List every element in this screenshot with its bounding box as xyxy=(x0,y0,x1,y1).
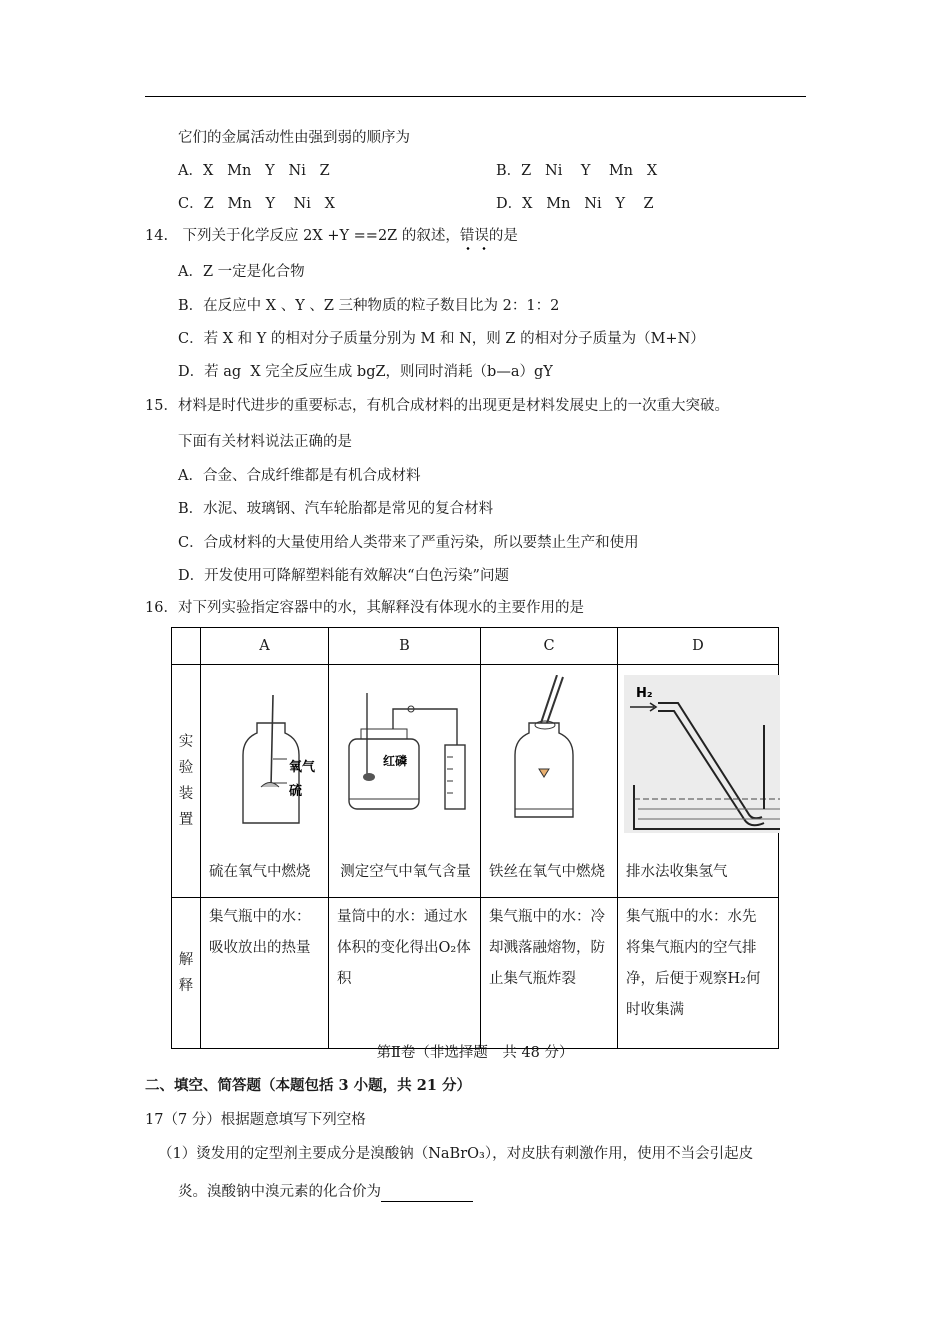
explain-b: 量筒中的水：通过水体积的变化得出O₂体积 xyxy=(329,898,481,1049)
q14-option-b: B．在反应中 X 、Y 、Z 三种物质的粒子数目比为 2：1：2 xyxy=(178,298,560,314)
row-label-explain: 解释 xyxy=(172,898,201,1049)
figure-label-h2: H₂ xyxy=(636,686,653,701)
q13-option-d: D．X Mn Ni Y Z xyxy=(496,196,654,212)
header-rule xyxy=(145,96,806,97)
q15-option-a: A．合金、合成纤维都是有机合成材料 xyxy=(178,468,421,484)
q17-1-line1: （1）烫发用的定型剂主要成分是溴酸钠（NaBrO₃），对皮肤有刺激作用，使用不当会引起皮 xyxy=(158,1146,754,1162)
hydrogen-collection-figure xyxy=(624,675,780,835)
column-header-a: A xyxy=(201,628,329,665)
oxygen-measurement-figure xyxy=(335,675,475,825)
q15-stem-line1: 15．材料是时代进步的重要标志，有机合成材料的出现更是材料发展史上的一次重大突破。 xyxy=(145,398,729,414)
column-header-b: B xyxy=(329,628,481,665)
caption-b: 测定空气中氧气含量 xyxy=(340,864,471,880)
q14-option-d: D．若 ag X 完全反应生成 bgZ，则同时消耗（b—a）gY xyxy=(178,364,553,380)
figure-label-oxygen: 氧气 xyxy=(289,760,316,775)
q15-option-d: D．开发使用可降解塑料能有效解决“白色污染”问题 xyxy=(178,568,509,584)
q15-option-b: B．水泥、玻璃钢、汽车轮胎都是常见的复合材料 xyxy=(178,501,494,517)
caption-d: 排水法收集氢气 xyxy=(626,864,728,880)
q16-experiment-table xyxy=(171,627,779,1049)
cell-d-device xyxy=(618,665,779,898)
q13-option-c: C．Z Mn Y Ni X xyxy=(178,196,335,212)
q14-stem-emphasis: 错误 xyxy=(459,228,489,244)
table-header-row xyxy=(172,628,779,665)
answer-blank[interactable] xyxy=(381,1185,473,1202)
column-header-c: C xyxy=(481,628,618,665)
table-row-device xyxy=(172,665,779,898)
q16-stem: 16．对下列实验指定容器中的水，其解释没有体现水的主要作用的是 xyxy=(145,600,584,616)
part2-title: 第Ⅱ卷（非选择题 共 48 分） xyxy=(376,1045,574,1061)
table-corner xyxy=(172,628,201,665)
q13-stem-tail: 它们的金属活动性由强到弱的顺序为 xyxy=(178,130,410,146)
q14-option-a: A．Z 一定是化合物 xyxy=(178,264,305,280)
caption-a: 硫在氧气中燃烧 xyxy=(209,864,311,880)
explain-c: 集气瓶中的水：冷却溅落融熔物，防止集气瓶炸裂 xyxy=(481,898,618,1049)
explain-a: 集气瓶中的水：吸收放出的热量 xyxy=(201,898,329,1049)
column-header-d: D xyxy=(618,628,779,665)
q14-option-c: C．若 X 和 Y 的相对分子质量分别为 M 和 N，则 Z 的相对分子质量为（M+N） xyxy=(178,331,705,347)
section-heading: 二、填空、简答题（本题包括 3 小题，共 21 分） xyxy=(145,1077,471,1094)
q15-stem-line2: 下面有关材料说法正确的是 xyxy=(178,434,352,450)
cell-b-device xyxy=(329,665,481,898)
iron-wire-combustion-figure xyxy=(487,675,607,825)
q17-1-line2-text: 炎。溴酸钠中溴元素的化合价为 xyxy=(178,1184,381,1200)
q17-1-line2 xyxy=(178,1182,473,1202)
q13-option-b: B．Z Ni Y Mn X xyxy=(496,163,658,179)
q14-stem-before: 14. 下列关于化学反应 2X +Y ==2Z 的叙述， xyxy=(145,228,460,244)
row-label-device: 实验装置 xyxy=(172,665,201,898)
q14-stem xyxy=(145,226,518,246)
q17-stem: 17（7 分）根据题意填写下列空格 xyxy=(145,1112,366,1128)
figure-label-red-phosphorus: 红磷 xyxy=(383,754,408,768)
cell-a-device xyxy=(201,665,329,898)
figure-label-sulfur: 硫 xyxy=(289,784,303,799)
q13-option-a: A．X Mn Y Ni Z xyxy=(178,163,330,179)
q14-stem-after: 的是 xyxy=(488,228,518,244)
caption-c: 铁丝在氧气中燃烧 xyxy=(489,864,605,880)
sulfur-combustion-figure xyxy=(207,675,317,825)
cell-c-device xyxy=(481,665,618,898)
table-row-explain xyxy=(172,898,779,1049)
explain-d: 集气瓶中的水：水先将集气瓶内的空气排净，后便于观察H₂何时收集满 xyxy=(618,898,779,1049)
q15-option-c: C．合成材料的大量使用给人类带来了严重污染，所以要禁止生产和使用 xyxy=(178,535,639,551)
